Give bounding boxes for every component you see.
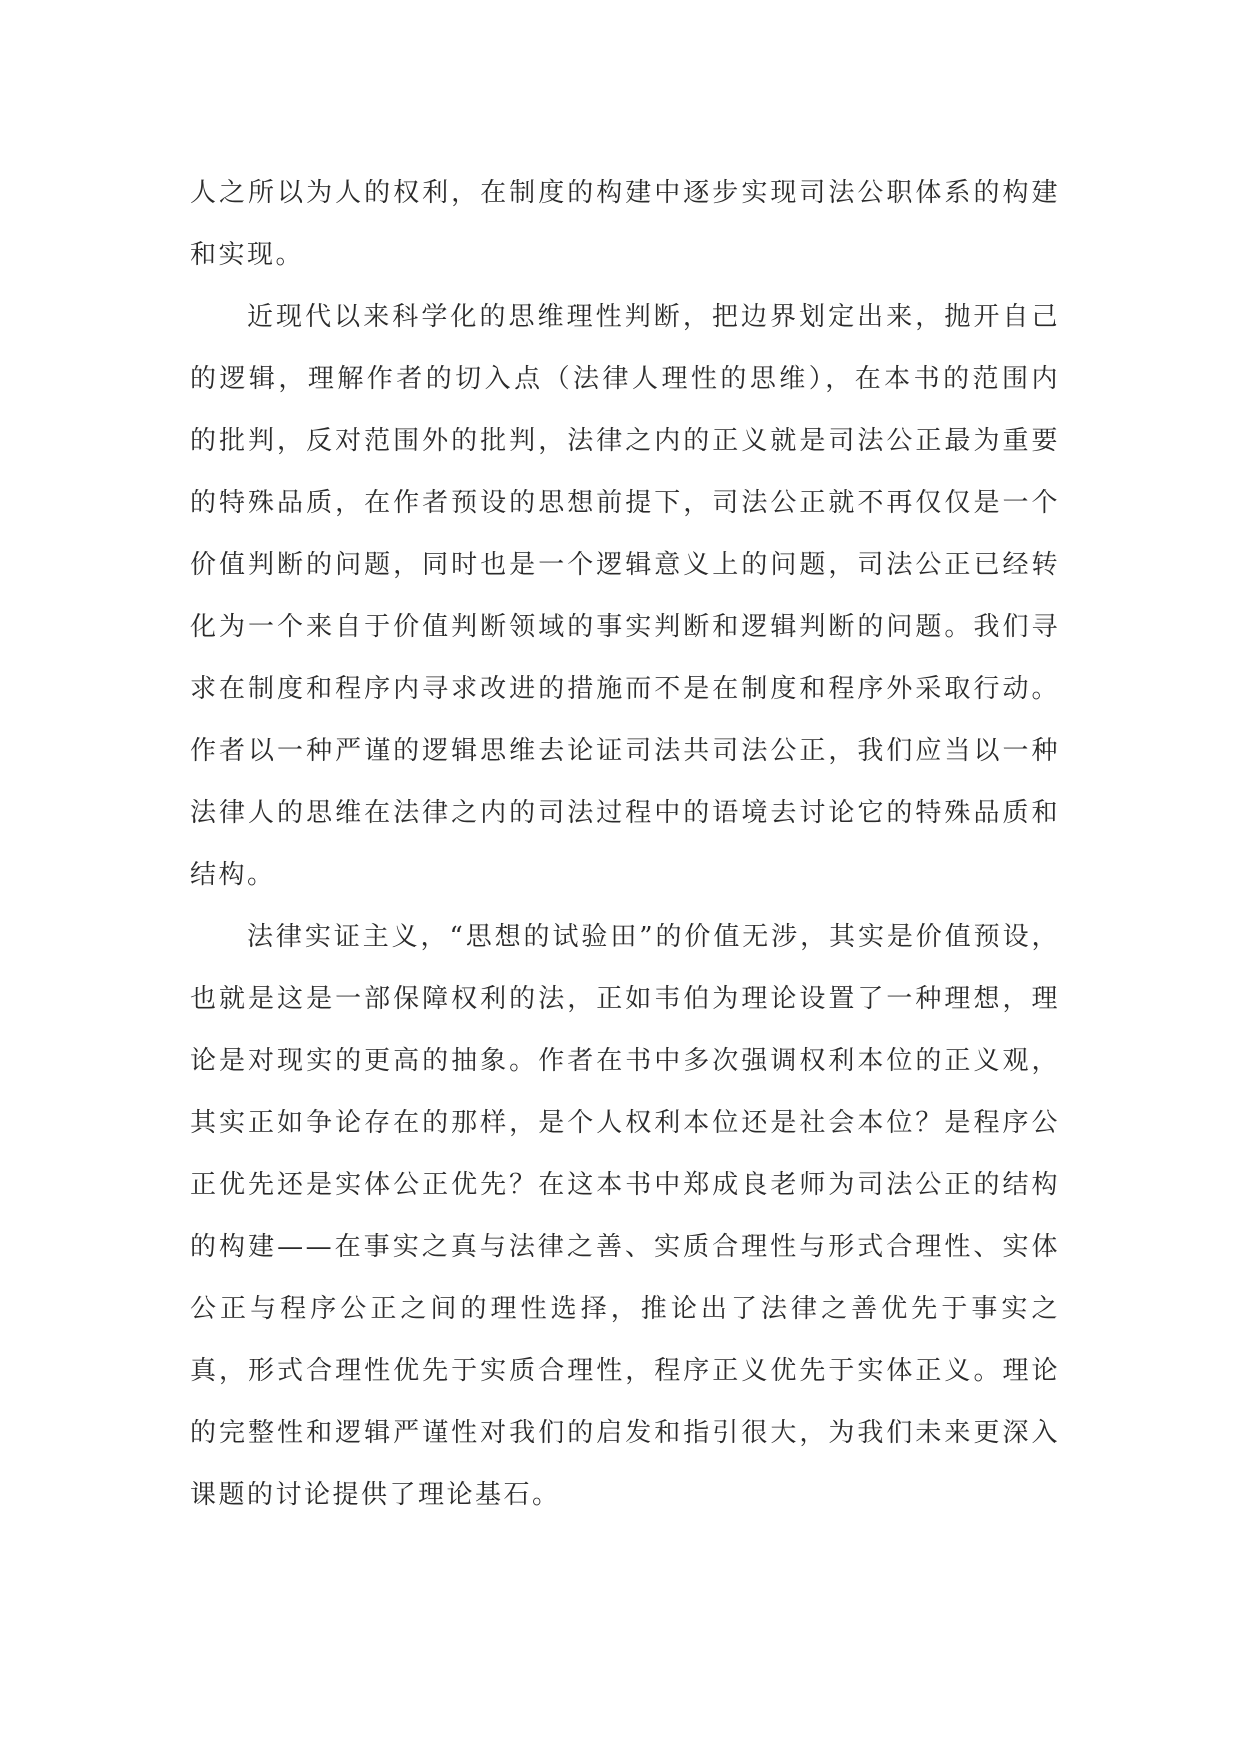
document-body <box>190 162 1060 1526</box>
paragraph-scientific-thinking: 近现代以来科学化的思维理性判断，把边界划定出来，抛开自己的逻辑，理解作者的切入点（法律人理性的思维），在本书的范围内的批判，反对范围外的批判，法律之内的正义就是司法公正最为重要的特殊品质，在作者预设的思想前提下，司法公正就不再仅仅是一个价值判断的问题，同时也是一个逻辑意义上的问题，司法公正已经转化为一个来自于价值判断领域的事实判断和逻辑判断的问题。我们寻求在制度和程序内寻求改进的措施而不是在制度和程序外采取行动。作者以一种严谨的逻辑思维去论证司法共司法公正，我们应当以一种法律人的思维在法律之内的司法过程中的语境去讨论它的特殊品质和结构。 <box>190 302 1060 890</box>
paragraph-continuation: 人之所以为人的权利，在制度的构建中逐步实现司法公职体系的构建和实现。 <box>190 178 1060 270</box>
paragraph-legal-positivism: 法律实证主义，“思想的试验田”的价值无涉，其实是价值预设，也就是这是一部保障权利的法，正如韦伯为理论设置了一种理想，理论是对现实的更高的抽象。作者在书中多次强调权利本位的正义观，其实正如争论存在的那样，是个人权利本位还是社会本位？是程序公正优先还是实体公正优先？在这本书中郑成良老师为司法公正的结构的构建——在事实之真与法律之善、实质合理性与形式合理性、实体公正与程序公正之间的理性选择，推论出了法律之善优先于事实之真，形式合理性优先于实质合理性，程序正义优先于实体正义。理论的完整性和逻辑严谨性对我们的启发和指引很大，为我们未来更深入课题的讨论提供了理论基石。 <box>190 922 1060 1510</box>
